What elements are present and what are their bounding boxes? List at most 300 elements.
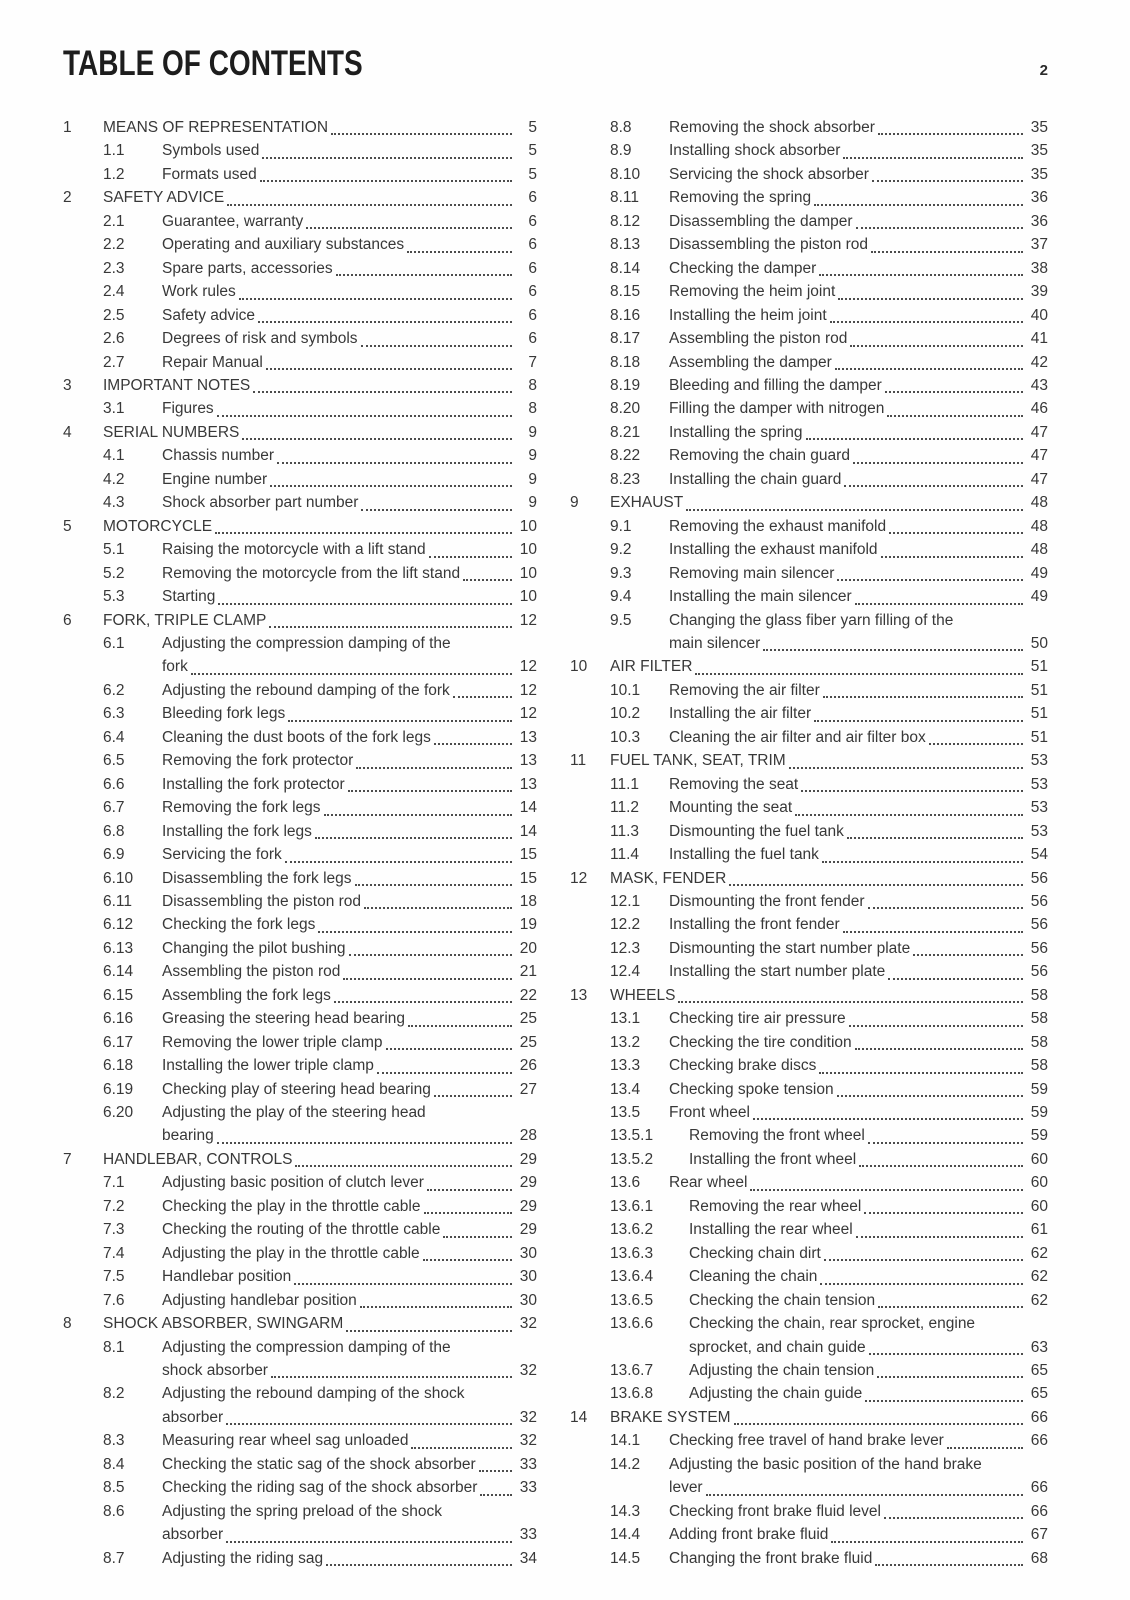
toc-entry-page: 60: [1030, 1174, 1048, 1192]
toc-entry[interactable]: [570, 1031, 1048, 1054]
toc-entry-body: [103, 515, 537, 538]
toc-entry-page: 39: [1030, 283, 1048, 301]
toc-entry-title: Greasing the steering head bearing: [162, 1010, 405, 1028]
toc-entry-body: [103, 374, 537, 397]
toc-entry-body: [689, 1359, 1048, 1382]
toc-entry[interactable]: [570, 327, 1048, 350]
toc-entry-number: 7: [63, 1150, 72, 1168]
toc-entry-body: [669, 1031, 1048, 1054]
toc-entry-number: 6.5: [103, 752, 125, 770]
toc-entry-number: 11.4: [610, 846, 640, 864]
toc-entry-page: 9: [528, 494, 537, 512]
toc-entry[interactable]: [570, 773, 1048, 796]
toc-entry-title: lever: [669, 1479, 703, 1497]
toc-entry-body: [162, 796, 537, 819]
dot-leader: [706, 1494, 1023, 1496]
toc-entry-title: WHEELS: [610, 986, 676, 1004]
toc-entry-number: 12: [570, 869, 588, 887]
dot-leader: [884, 1517, 1023, 1519]
toc-entry[interactable]: [570, 397, 1048, 420]
toc-entry[interactable]: [63, 1500, 537, 1547]
toc-entry[interactable]: [63, 679, 537, 702]
toc-entry-title: Repair Manual: [162, 353, 263, 371]
toc-entry-title: IMPORTANT NOTES: [103, 376, 251, 394]
toc-entry-number: 8.11: [610, 189, 640, 207]
toc-entry[interactable]: [63, 1078, 537, 1101]
toc-entry[interactable]: [63, 562, 537, 585]
dot-leader: [849, 1025, 1023, 1027]
toc-entry[interactable]: [570, 1078, 1048, 1101]
toc-entry-title: Guarantee, warranty: [162, 212, 304, 230]
toc-entry[interactable]: [570, 796, 1048, 819]
toc-entry-page: 14: [519, 822, 537, 840]
toc-entry[interactable]: [63, 867, 537, 890]
toc-entry[interactable]: [570, 1500, 1048, 1523]
toc-entry-title: Removing the exhaust manifold: [669, 517, 887, 535]
toc-entry[interactable]: [63, 1007, 537, 1030]
toc-entry-page: 61: [1030, 1221, 1048, 1239]
toc-entry-title: Adjusting the compression damping of the: [162, 1338, 451, 1356]
toc-entry-body: [162, 1195, 537, 1218]
toc-entry-page: 29: [519, 1197, 537, 1215]
toc-entry[interactable]: [570, 374, 1048, 397]
toc-entry-number: 8.21: [610, 423, 641, 441]
toc-entry[interactable]: [570, 304, 1048, 327]
toc-entry-number: 13.6.7: [610, 1362, 654, 1380]
toc-entry-page: 62: [1030, 1291, 1048, 1309]
dot-leader: [878, 1306, 1023, 1308]
toc-entry-body: [669, 280, 1048, 303]
toc-entry[interactable]: [63, 1336, 537, 1383]
toc-entry-title: absorber: [162, 1408, 224, 1426]
toc-entry[interactable]: [570, 960, 1048, 983]
toc-entry-number: 13.6.4: [610, 1268, 654, 1286]
toc-entry[interactable]: [63, 726, 537, 749]
toc-entry-title: MEANS OF REPRESENTATION: [103, 119, 329, 136]
toc-entry-title: Checking the damper: [669, 259, 817, 277]
toc-entry[interactable]: [63, 444, 537, 467]
toc-entry[interactable]: [570, 1242, 1048, 1265]
toc-entry-number: 13: [570, 986, 588, 1004]
toc-entry[interactable]: [570, 116, 1048, 139]
toc-entry-page: 32: [519, 1362, 537, 1380]
toc-entry[interactable]: [570, 913, 1048, 936]
toc-entry[interactable]: [570, 538, 1048, 561]
toc-entry-body: [669, 1078, 1048, 1101]
toc-entry[interactable]: [570, 468, 1048, 491]
toc-entry[interactable]: [63, 1312, 537, 1335]
toc-entry[interactable]: [570, 1453, 1048, 1500]
toc-entry[interactable]: [63, 1171, 537, 1194]
toc-entry-title: Removing the heim joint: [669, 283, 836, 301]
toc-entry[interactable]: [570, 1289, 1048, 1312]
toc-entry-number: 8.22: [610, 447, 641, 465]
toc-entry-page: 32: [519, 1315, 537, 1333]
toc-entry[interactable]: [570, 1195, 1048, 1218]
toc-entry[interactable]: [63, 1265, 537, 1288]
toc-entry-number: 6.9: [103, 846, 125, 864]
toc-entry-number: 8.14: [610, 259, 641, 277]
toc-entry-page: 35: [1030, 119, 1048, 136]
dot-leader: [819, 274, 1023, 276]
toc-entry[interactable]: [570, 1312, 1048, 1359]
toc-entry-body: [610, 867, 1048, 890]
toc-entry-body: [162, 679, 537, 702]
toc-entry-title: Checking the chain, rear sprocket, engine: [689, 1315, 976, 1333]
toc-entry[interactable]: [63, 186, 537, 209]
toc-entry-body: [669, 1054, 1048, 1077]
toc-entry[interactable]: [63, 820, 537, 843]
toc-entry[interactable]: [570, 562, 1048, 585]
toc-entry-page: 14: [519, 799, 537, 817]
toc-entry-title: Degrees of risk and symbols: [162, 330, 358, 348]
toc-entry[interactable]: [570, 655, 1048, 678]
dot-leader: [226, 1541, 512, 1543]
toc-entry-page: 58: [1030, 986, 1048, 1004]
toc-entry-page: 30: [519, 1244, 537, 1262]
toc-entry-number: 8.5: [103, 1479, 125, 1497]
toc-entry-page: 20: [519, 939, 537, 957]
toc-entry[interactable]: [63, 351, 537, 374]
toc-entry[interactable]: [570, 702, 1048, 725]
toc-entry[interactable]: [570, 585, 1048, 608]
toc-entry-number: 14.2: [610, 1455, 641, 1473]
toc-entry[interactable]: [63, 937, 537, 960]
toc-entry[interactable]: [570, 749, 1048, 772]
toc-entry[interactable]: [570, 1124, 1048, 1147]
toc-entry-body: [162, 1171, 537, 1194]
toc-entry-body: [162, 913, 537, 936]
toc-entry-title: absorber: [162, 1526, 224, 1544]
toc-entry-body: [669, 186, 1048, 209]
toc-entry-number: 5.3: [103, 588, 125, 606]
toc-entry[interactable]: [570, 1382, 1048, 1405]
toc-entry[interactable]: [63, 116, 537, 139]
toc-entry[interactable]: [63, 890, 537, 913]
toc-entry[interactable]: [63, 280, 537, 303]
toc-entry-number: 6: [63, 611, 72, 629]
toc-entry-page: 51: [1030, 658, 1048, 676]
toc-entry-title: Adjusting the riding sag: [162, 1549, 324, 1567]
dot-leader: [838, 298, 1023, 300]
toc-entry[interactable]: [63, 1031, 537, 1054]
toc-entry-number: 6.12: [103, 916, 134, 934]
toc-entry-title: Adjusting the spring preload of the shock: [162, 1502, 443, 1520]
toc-entry[interactable]: [63, 843, 537, 866]
toc-entry-title: Removing the air filter: [669, 681, 820, 699]
toc-entry-body: [162, 820, 537, 843]
toc-entry-body: [669, 1453, 1048, 1500]
toc-entry[interactable]: [63, 1382, 537, 1429]
toc-entry-page: 6: [528, 236, 537, 254]
toc-entry[interactable]: [570, 491, 1048, 514]
toc-entry[interactable]: [570, 421, 1048, 444]
toc-entry-number: 11.3: [610, 822, 640, 840]
toc-entry[interactable]: [63, 304, 537, 327]
toc-entry-page: 10: [519, 517, 537, 535]
toc-entry-page: 51: [1030, 681, 1048, 699]
toc-entry[interactable]: [63, 327, 537, 350]
toc-entry-number: 11.2: [610, 799, 640, 817]
toc-entry-page: 9: [528, 447, 537, 465]
toc-entry[interactable]: [63, 1218, 537, 1241]
dot-leader: [695, 673, 1023, 675]
toc-entry-number: 2.5: [103, 306, 125, 324]
toc-entry-title: Installing the front fender: [669, 916, 840, 934]
toc-entry-title: Adjusting the rebound damping of the shock: [162, 1385, 465, 1403]
toc-entry[interactable]: [63, 1148, 537, 1171]
toc-entry[interactable]: [570, 257, 1048, 280]
toc-entry-page: 46: [1030, 400, 1048, 418]
toc-entry[interactable]: [63, 960, 537, 983]
toc-entry[interactable]: [63, 1101, 537, 1148]
toc-entry-body: [669, 679, 1048, 702]
toc-entry[interactable]: [570, 1148, 1048, 1171]
toc-entry-page: 6: [528, 212, 537, 230]
dot-leader: [288, 720, 512, 722]
toc-entry[interactable]: [63, 210, 537, 233]
toc-entry-number: 13.6: [610, 1174, 641, 1192]
toc-entry-page: 48: [1030, 541, 1048, 559]
toc-entry-body: [162, 1382, 537, 1429]
toc-entry-body: [669, 1101, 1048, 1124]
dot-leader: [355, 884, 512, 886]
toc-entry[interactable]: [570, 280, 1048, 303]
toc-entry[interactable]: [570, 890, 1048, 913]
toc-entry[interactable]: [570, 679, 1048, 702]
toc-entry-number: 8.16: [610, 306, 641, 324]
dot-leader: [868, 907, 1023, 909]
dot-leader: [427, 1189, 512, 1191]
toc-entry[interactable]: [63, 233, 537, 256]
toc-entry-title: Adjusting the basic position of the hand brake: [669, 1455, 982, 1473]
dot-leader: [324, 814, 512, 816]
toc-entry-title: Removing the rear wheel: [689, 1197, 862, 1215]
toc-entry-number: 3.1: [103, 400, 125, 418]
toc-entry[interactable]: [63, 1476, 537, 1499]
toc-entry-page: 48: [1030, 494, 1048, 512]
toc-entry-page: 56: [1030, 916, 1048, 934]
toc-entry[interactable]: [63, 632, 537, 679]
toc-entry[interactable]: [570, 1007, 1048, 1030]
toc-entry-title: Bleeding fork legs: [162, 705, 286, 723]
toc-entry[interactable]: [570, 1171, 1048, 1194]
dot-leader: [837, 579, 1023, 581]
toc-entry[interactable]: [570, 1218, 1048, 1241]
toc-entry-number: 2.1: [103, 212, 125, 230]
toc-entry-number: 8.17: [610, 330, 641, 348]
toc-entry-page: 33: [519, 1479, 537, 1497]
toc-entry-body: [162, 280, 537, 303]
dot-leader: [315, 837, 512, 839]
toc-entry-page: 12: [519, 611, 537, 629]
toc-entry-number: 14: [570, 1408, 588, 1426]
toc-entry[interactable]: [570, 1523, 1048, 1546]
toc-entry[interactable]: [63, 421, 537, 444]
toc-entry[interactable]: [570, 843, 1048, 866]
toc-entry-number: 12.1: [610, 892, 641, 910]
dot-leader: [847, 837, 1023, 839]
toc-entry[interactable]: [570, 351, 1048, 374]
toc-entry-body: [162, 984, 537, 1007]
toc-entry-title: Disassembling the fork legs: [162, 869, 352, 887]
toc-entry-body: [610, 1406, 1048, 1429]
toc-entry[interactable]: [63, 1242, 537, 1265]
toc-entry-page: 18: [519, 892, 537, 910]
dot-leader: [819, 1072, 1023, 1074]
toc-entry-body: [610, 749, 1048, 772]
dot-leader: [295, 1165, 512, 1167]
toc-entry-body: [689, 1148, 1048, 1171]
toc-entry-title: Formats used: [162, 165, 257, 183]
toc-entry-body: [162, 304, 537, 327]
dot-leader: [686, 509, 1023, 511]
toc-entry[interactable]: [63, 491, 537, 514]
toc-entry-number: 13.2: [610, 1033, 641, 1051]
toc-entry[interactable]: [570, 609, 1048, 656]
toc-entry[interactable]: [63, 374, 537, 397]
toc-entry[interactable]: [63, 1453, 537, 1476]
toc-entry[interactable]: [63, 984, 537, 1007]
toc-entry-body: [162, 843, 537, 866]
toc-entry-number: 6.6: [103, 775, 125, 793]
dot-leader: [814, 720, 1023, 722]
toc-entry-page: 5: [528, 165, 537, 183]
toc-entry-body: [103, 1148, 537, 1171]
dot-leader: [217, 415, 512, 417]
toc-entry[interactable]: [570, 867, 1048, 890]
toc-entry[interactable]: [570, 186, 1048, 209]
toc-entry[interactable]: [570, 820, 1048, 843]
toc-entry[interactable]: [63, 397, 537, 420]
toc-entry[interactable]: [570, 210, 1048, 233]
toc-entry[interactable]: [570, 1101, 1048, 1124]
toc-entry-title: Installing the air filter: [669, 705, 812, 723]
toc-entry-page: 5: [528, 119, 537, 136]
toc-entry-number: 7.6: [103, 1291, 125, 1309]
dot-leader: [872, 180, 1023, 182]
dot-leader: [218, 603, 512, 605]
toc-entry[interactable]: [63, 773, 537, 796]
dot-leader: [878, 133, 1023, 135]
toc-entry-title: Checking brake discs: [669, 1057, 817, 1075]
toc-entry[interactable]: [570, 444, 1048, 467]
toc-entry-title: Adjusting basic position of clutch lever: [162, 1174, 424, 1192]
toc-entry[interactable]: [63, 1547, 537, 1570]
dot-leader: [814, 204, 1023, 206]
toc-entry[interactable]: [570, 1054, 1048, 1077]
toc-entry-number: 1.1: [103, 142, 125, 160]
page-header: [63, 36, 1048, 84]
page-title: TABLE OF CONTENTS: [63, 44, 363, 83]
dot-leader: [859, 1165, 1023, 1167]
toc-entry[interactable]: [570, 1429, 1048, 1452]
toc-entry-body: [669, 1429, 1048, 1452]
toc-entry[interactable]: [570, 1547, 1048, 1570]
toc-entry-body: [162, 397, 537, 420]
toc-entry[interactable]: [63, 796, 537, 819]
toc-entry[interactable]: [570, 139, 1048, 162]
toc-entry[interactable]: [570, 163, 1048, 186]
page-number: 2: [1039, 62, 1048, 79]
toc-entry[interactable]: [63, 749, 537, 772]
toc-entry[interactable]: [570, 233, 1048, 256]
toc-entry-title: Adding front brake fluid: [669, 1526, 829, 1544]
toc-entry[interactable]: [63, 163, 537, 186]
toc-entry[interactable]: [570, 1406, 1048, 1429]
toc-entry-number: 9.5: [610, 611, 632, 629]
toc-entry[interactable]: [63, 515, 537, 538]
toc-entry-title: Removing the motorcycle from the lift stand: [162, 564, 461, 582]
toc-entry[interactable]: [570, 937, 1048, 960]
toc-entry-body: [162, 139, 537, 162]
toc-entry[interactable]: [63, 1195, 537, 1218]
toc-entry[interactable]: [63, 468, 537, 491]
toc-entry[interactable]: [570, 1265, 1048, 1288]
toc-entry-title: Assembling the piston rod: [669, 330, 848, 348]
toc-entry-title: Installing the exhaust manifold: [669, 541, 878, 559]
toc-entry[interactable]: [63, 1429, 537, 1452]
toc-entry-title: Spare parts, accessories: [162, 259, 333, 277]
toc-entry[interactable]: [63, 1289, 537, 1312]
toc-entry[interactable]: [63, 257, 537, 280]
toc-entry-page: 58: [1030, 1057, 1048, 1075]
toc-entry-body: [669, 351, 1048, 374]
toc-entry[interactable]: [63, 585, 537, 608]
toc-entry-body: [162, 890, 537, 913]
toc-entry[interactable]: [570, 726, 1048, 749]
toc-entry-number: 11.1: [610, 775, 640, 793]
toc-entry-title: Engine number: [162, 470, 268, 488]
toc-entry[interactable]: [570, 1359, 1048, 1382]
toc-entry[interactable]: [570, 515, 1048, 538]
toc-entry-title: Changing the glass fiber yarn filling of the: [669, 611, 954, 629]
toc-entry-body: [162, 468, 537, 491]
dot-leader: [820, 1283, 1023, 1285]
toc-entry[interactable]: [63, 1054, 537, 1077]
toc-entry-title: Cleaning the dust boots of the fork legs: [162, 728, 431, 746]
toc-entry-title: Checking the fork legs: [162, 916, 316, 934]
toc-entry[interactable]: [63, 538, 537, 561]
toc-entry-title: FUEL TANK, SEAT, TRIM: [610, 752, 786, 770]
toc-entry[interactable]: [63, 609, 537, 632]
toc-entry-title: Checking play of steering head bearing: [162, 1080, 431, 1098]
toc-entry-number: 8.18: [610, 353, 641, 371]
toc-entry-title: MOTORCYCLE: [103, 517, 213, 535]
dot-leader: [789, 767, 1023, 769]
toc-entry[interactable]: [63, 913, 537, 936]
toc-entry-body: [162, 1547, 537, 1570]
toc-entry-number: 6.19: [103, 1080, 134, 1098]
toc-entry[interactable]: [63, 702, 537, 725]
toc-entry-number: 7.5: [103, 1268, 125, 1286]
toc-entry-title: Installing the lower triple clamp: [162, 1057, 374, 1075]
toc-entry-number: 6.4: [103, 728, 125, 746]
toc-entry[interactable]: [63, 139, 537, 162]
dot-leader: [258, 321, 512, 323]
toc-entry-page: 48: [1030, 517, 1048, 535]
toc-entry-title: Adjusting handlebar position: [162, 1291, 357, 1309]
toc-entry[interactable]: [570, 984, 1048, 1007]
dot-leader: [885, 391, 1023, 393]
toc-entry-body: [669, 468, 1048, 491]
toc-entry-body: [669, 304, 1048, 327]
toc-entry-page: 10: [519, 541, 537, 559]
toc-entry-number: 12.2: [610, 916, 641, 934]
toc-entry-title: MASK, FENDER: [610, 869, 727, 887]
toc-entry-title: Disassembling the damper: [669, 212, 853, 230]
toc-entry-page: 21: [519, 963, 537, 981]
